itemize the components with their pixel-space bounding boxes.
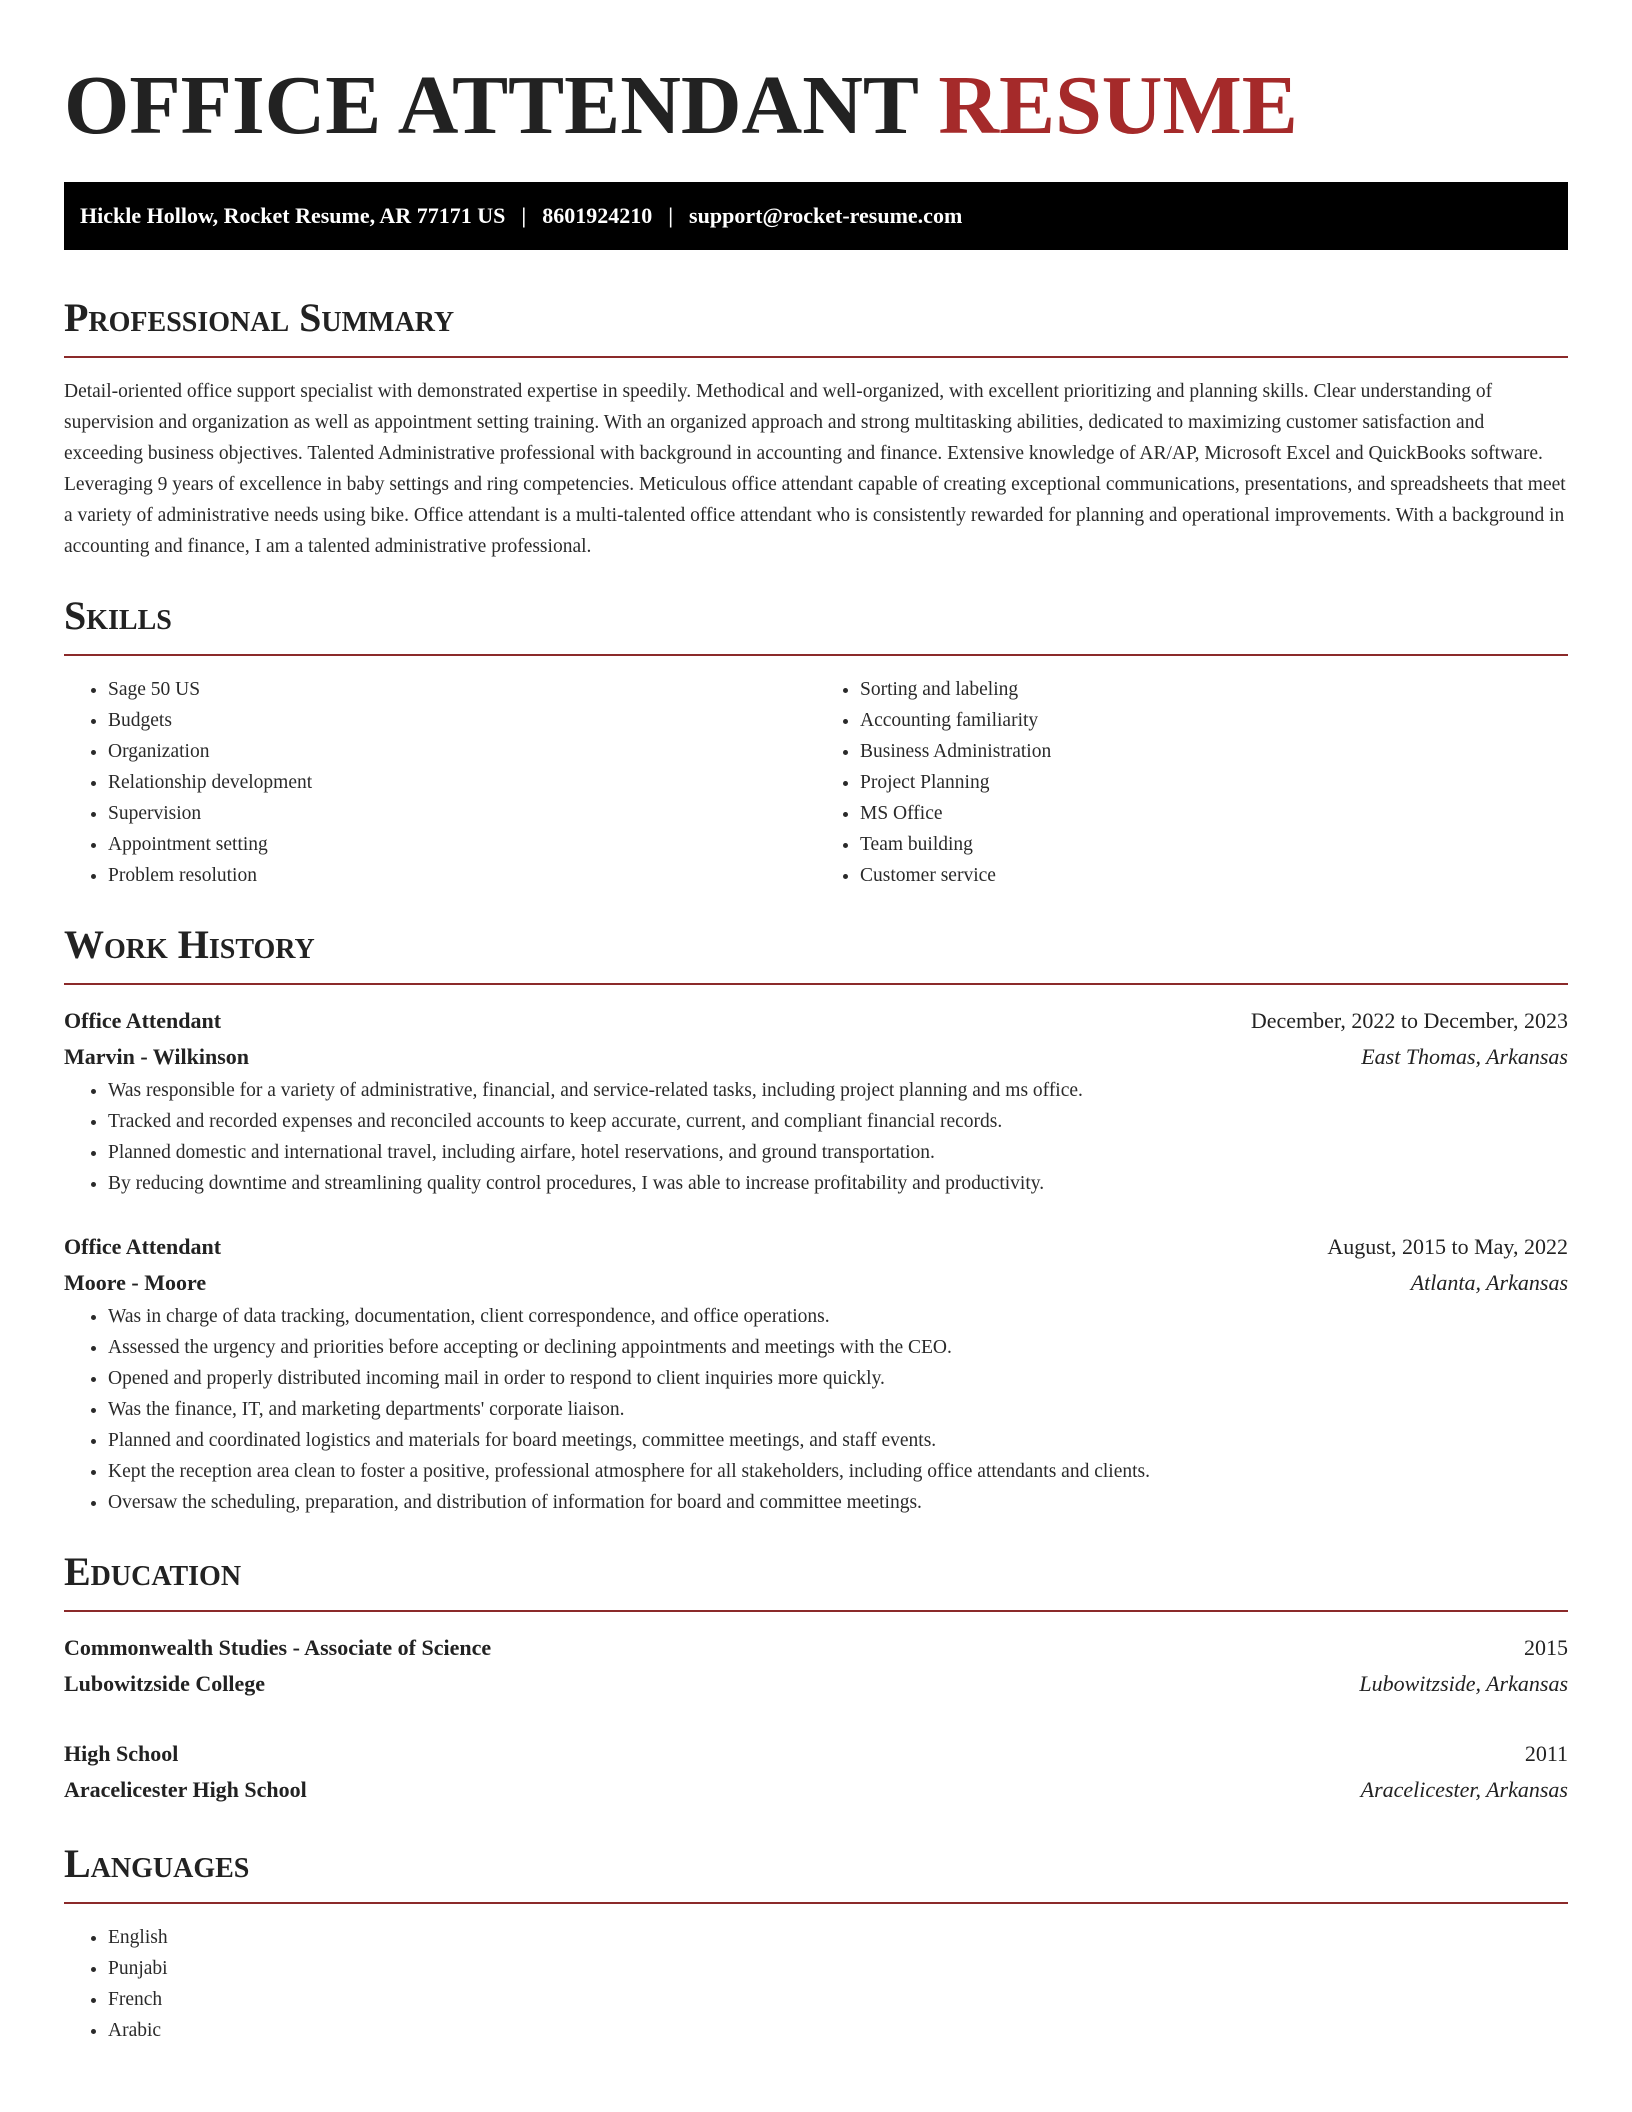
job-dates: December, 2022 to December, 2023: [1250, 1008, 1568, 1033]
skills-list-right: [816, 674, 1568, 891]
education-year: 2011: [1524, 1741, 1568, 1766]
job-title: Office Attendant: [64, 1234, 222, 1259]
skill-item: • Appointment setting: [108, 829, 816, 860]
title-accent: RESUME: [938, 59, 1298, 152]
skill-item: • Sorting and labeling: [860, 674, 1568, 705]
contact-address: Hickle Hollow, Rocket Resume, AR 77171 US: [80, 203, 506, 228]
skill-item: • Customer service: [860, 860, 1568, 891]
education-location: Aracelicester, Arkansas: [1360, 1777, 1568, 1802]
language-item: • English: [108, 1922, 1568, 1953]
job-company: Moore - Moore: [64, 1270, 207, 1295]
section-divider: [64, 1902, 1568, 1904]
education-degree-row: [64, 1736, 1568, 1772]
job-duty: • Opened and properly distributed incoming mail in order to respond to client inquiries more quickly.: [108, 1363, 1568, 1394]
job-company-row: [64, 1039, 1568, 1075]
education-degree: Commonwealth Studies - Associate of Science: [64, 1635, 492, 1660]
section-divider: [64, 356, 1568, 358]
contact-separator: |: [521, 203, 527, 228]
education-location: Lubowitzside, Arkansas: [1359, 1671, 1568, 1696]
languages-section: [64, 1840, 1568, 2046]
job-company-row: [64, 1265, 1568, 1301]
resume-title: [64, 59, 1568, 152]
job-location: East Thomas, Arkansas: [1361, 1044, 1568, 1069]
education-school: Aracelicester High School: [64, 1777, 307, 1802]
job-location: Atlanta, Arkansas: [1410, 1270, 1568, 1295]
job-duties-list: [64, 1301, 1568, 1518]
education-degree-row: [64, 1630, 1568, 1666]
education-entry: [64, 1630, 1568, 1702]
job-header-row: [64, 1003, 1568, 1039]
skills-grid: [64, 674, 1568, 891]
summary-section: [64, 294, 1568, 562]
job-duty: • Assessed the urgency and priorities before accepting or declining appointments and meetings with the CEO.: [108, 1332, 1568, 1363]
job-entry: [64, 1229, 1568, 1518]
education-year: 2015: [1524, 1635, 1568, 1660]
skill-item: • Team building: [860, 829, 1568, 860]
job-duty: • Oversaw the scheduling, preparation, and distribution of information for board and committee meetings.: [108, 1487, 1568, 1518]
job-duty: • Planned and coordinated logistics and materials for board meetings, committee meetings, and staff events.: [108, 1425, 1568, 1456]
section-divider: [64, 1610, 1568, 1612]
job-dates: August, 2015 to May, 2022: [1327, 1234, 1568, 1259]
job-duty: • Kept the reception area clean to foster a positive, professional atmosphere for all stakeholders, including office attendants and clients.: [108, 1456, 1568, 1487]
skill-item: • Budgets: [108, 705, 816, 736]
job-duties-list: [64, 1075, 1568, 1199]
contact-phone: 8601924210: [542, 203, 653, 228]
contact-email: support@rocket-resume.com: [689, 203, 963, 228]
work-history-heading: Work History: [64, 922, 315, 967]
summary-heading: Professional Summary: [64, 295, 455, 340]
languages-heading: Languages: [64, 1841, 250, 1886]
section-divider: [64, 983, 1568, 985]
education-degree: High School: [64, 1741, 179, 1766]
education-heading: Education: [64, 1549, 242, 1594]
contact-separator: |: [668, 203, 674, 228]
section-divider: [64, 654, 1568, 656]
education-school-row: [64, 1666, 1568, 1702]
education-school: Lubowitzside College: [64, 1671, 266, 1696]
job-entry: [64, 1003, 1568, 1199]
skills-heading: Skills: [64, 593, 172, 638]
summary-text: Detail-oriented office support specialist with demonstrated expertise in speedily. Methodical and well-organized, with excellent prioritizing and planning skills. Clear understanding of supervision and organization as well as appointment setting training. With an organized approach and strong multitasking abilities, dedicated to maximizing customer satisfaction and exceeding business objectives. Talented Administrative professional with background in accounting and finance. Extensive knowledge of AR/AP, Microsoft Excel and QuickBooks software. Leveraging 9 years of excellence in baby settings and ring competencies. Meticulous office attendant capable of creating exceptional communications, presentations, and spreadsheets that meet a variety of administrative needs using bike. Office attendant is a multi-talented office attendant who is consistently rewarded for planning and operational improvements. With a background in accounting and finance, I am a talented administrative professional.: [64, 381, 1566, 557]
skill-item: • Relationship development: [108, 767, 816, 798]
job-duty: • Tracked and recorded expenses and reconciled accounts to keep accurate, current, and compliant financial records.: [108, 1106, 1568, 1137]
languages-list: [64, 1922, 1568, 2046]
job-duty: • Was in charge of data tracking, documentation, client correspondence, and office operations.: [108, 1301, 1568, 1332]
job-duty: • Planned domestic and international travel, including airfare, hotel reservations, and ground transportation.: [108, 1137, 1568, 1168]
skill-item: • Problem resolution: [108, 860, 816, 891]
title-main: OFFICE ATTENDANT: [64, 59, 918, 152]
skill-item: • Sage 50 US: [108, 674, 816, 705]
work-history-section: [64, 921, 1568, 1518]
skill-item: • MS Office: [860, 798, 1568, 829]
skills-column-left: [64, 674, 816, 891]
job-header-row: [64, 1229, 1568, 1265]
language-item: • French: [108, 1984, 1568, 2015]
skills-column-right: [816, 674, 1568, 891]
skills-list-left: [64, 674, 816, 891]
language-item: • Arabic: [108, 2015, 1568, 2046]
job-duty: • Was responsible for a variety of administrative, financial, and service-related tasks, including project planning and ms office.: [108, 1075, 1568, 1106]
job-title: Office Attendant: [64, 1008, 222, 1033]
job-duty: • Was the finance, IT, and marketing departments' corporate liaison.: [108, 1394, 1568, 1425]
skills-section: [64, 592, 1568, 891]
education-school-row: [64, 1772, 1568, 1808]
skill-item: • Organization: [108, 736, 816, 767]
skill-item: • Project Planning: [860, 767, 1568, 798]
skill-item: • Supervision: [108, 798, 816, 829]
language-item: • Punjabi: [108, 1953, 1568, 1984]
contact-bar: [64, 182, 1568, 250]
job-duty: • By reducing downtime and streamlining quality control procedures, I was able to increase profitability and productivity.: [108, 1168, 1568, 1199]
skill-item: • Business Administration: [860, 736, 1568, 767]
skill-item: • Accounting familiarity: [860, 705, 1568, 736]
job-company: Marvin - Wilkinson: [64, 1044, 250, 1069]
education-section: [64, 1548, 1568, 1808]
education-entry: [64, 1736, 1568, 1808]
